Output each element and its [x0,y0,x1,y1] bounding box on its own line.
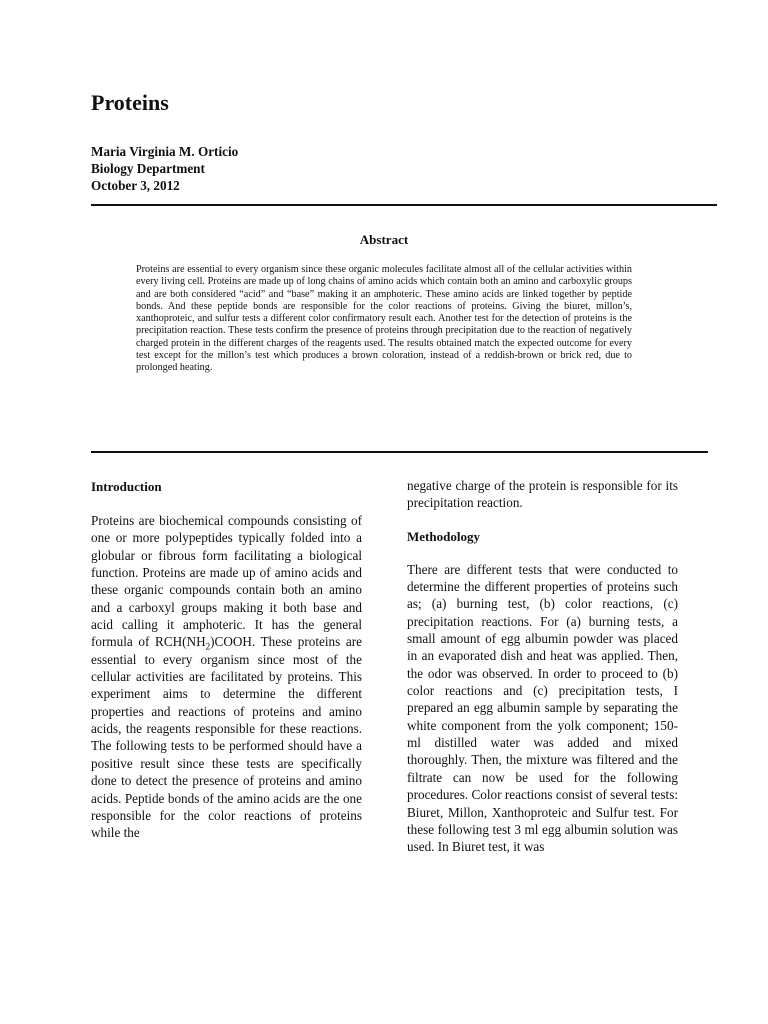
introduction-text-part1: Proteins are biochemical compounds consisting of one or more polypeptides typically folded into a globular or fibrous form facilitating a biological function. Proteins are made up of amino acids and these organic compounds contain both an amino and a carboxyl groups making it both base and acid calling it amphoteric. It has the general formula of RCH(NH [91,513,362,650]
header-divider [91,204,717,206]
paper-title: Proteins [91,90,169,115]
introduction-body [91,512,362,842]
methodology-body: There are different tests that were conducted to determine the different properties of proteins such as; (a) burning test, (b) color reactions, (c) precipitation reactions. For (a) burning tests, a small amount of egg albumin powder was placed in an evaporated dish and heat was applied. Then, the odor was observed. In order to proceed to (b) color reactions and (c) precipitation tests, I prepared an egg albumin sample by separating the white component from the yolk component; 150-ml distilled water was added and mixed thoroughly. Then, the mixture was filtered and the filtrate can now be used for the following procedures. Color reactions consist of several tests: Biuret, Millon, Xanthoproteic and Sulfur test. For these following test 3 ml egg albumin solution was used. In Biuret test, it was [407,561,678,855]
introduction-text-part2: )COOH. These proteins are essential to every organism since most of the cellular activities are facilitated by proteins. This experiment aims to determine the different properties and reactions of proteins and amino acids, the reagents responsible for these reactions. The following tests to be performed should have a positive result since these tests are specifically done to detect the presence of proteins and amino acids. Peptide bonds of the amino acids are the one responsible for the color reactions of proteins while the [91,634,363,841]
methodology-heading: Methodology [407,528,480,544]
author-name: Maria Virginia M. Orticio [91,144,239,159]
abstract-heading: Abstract [359,232,409,247]
author-department: Biology Department [91,161,205,176]
right-column [407,477,678,856]
left-column [91,478,362,842]
formula-subscript: 2 [205,642,211,653]
author-block [91,143,238,194]
introduction-heading: Introduction [91,479,162,494]
introduction-continuation: negative charge of the protein is responsible for its precipitation reaction. [407,478,678,511]
abstract-divider [91,451,708,453]
abstract-body: Proteins are essential to every organism since these organic molecules facilitate almost all of the cellular activities within every living cell. Proteins are made up of long chains of amino acids which contain both an amino and carboxylic groups and are both considered “acid” and “base” making it an amphoteric. These amino acids are linked together by peptide bonds. And these peptide bonds are responsible for the color reactions of proteins. Giving the biuret, millon’s, xanthoproteic, and sulfur tests a different color confirmatory result each. Another test for the detection of proteins is the precipitation reaction. These tests confirm the presence of proteins through precipitation due to the reaction of negatively charged protein in the different charges of the reagents used. The results obtained match the expected outcome for every test except for the millon’s test which produces a brown coloration, instead of a reddish-brown or brick red, due to prolonged heating. [136,264,632,374]
publication-date: October 3, 2012 [91,178,180,193]
